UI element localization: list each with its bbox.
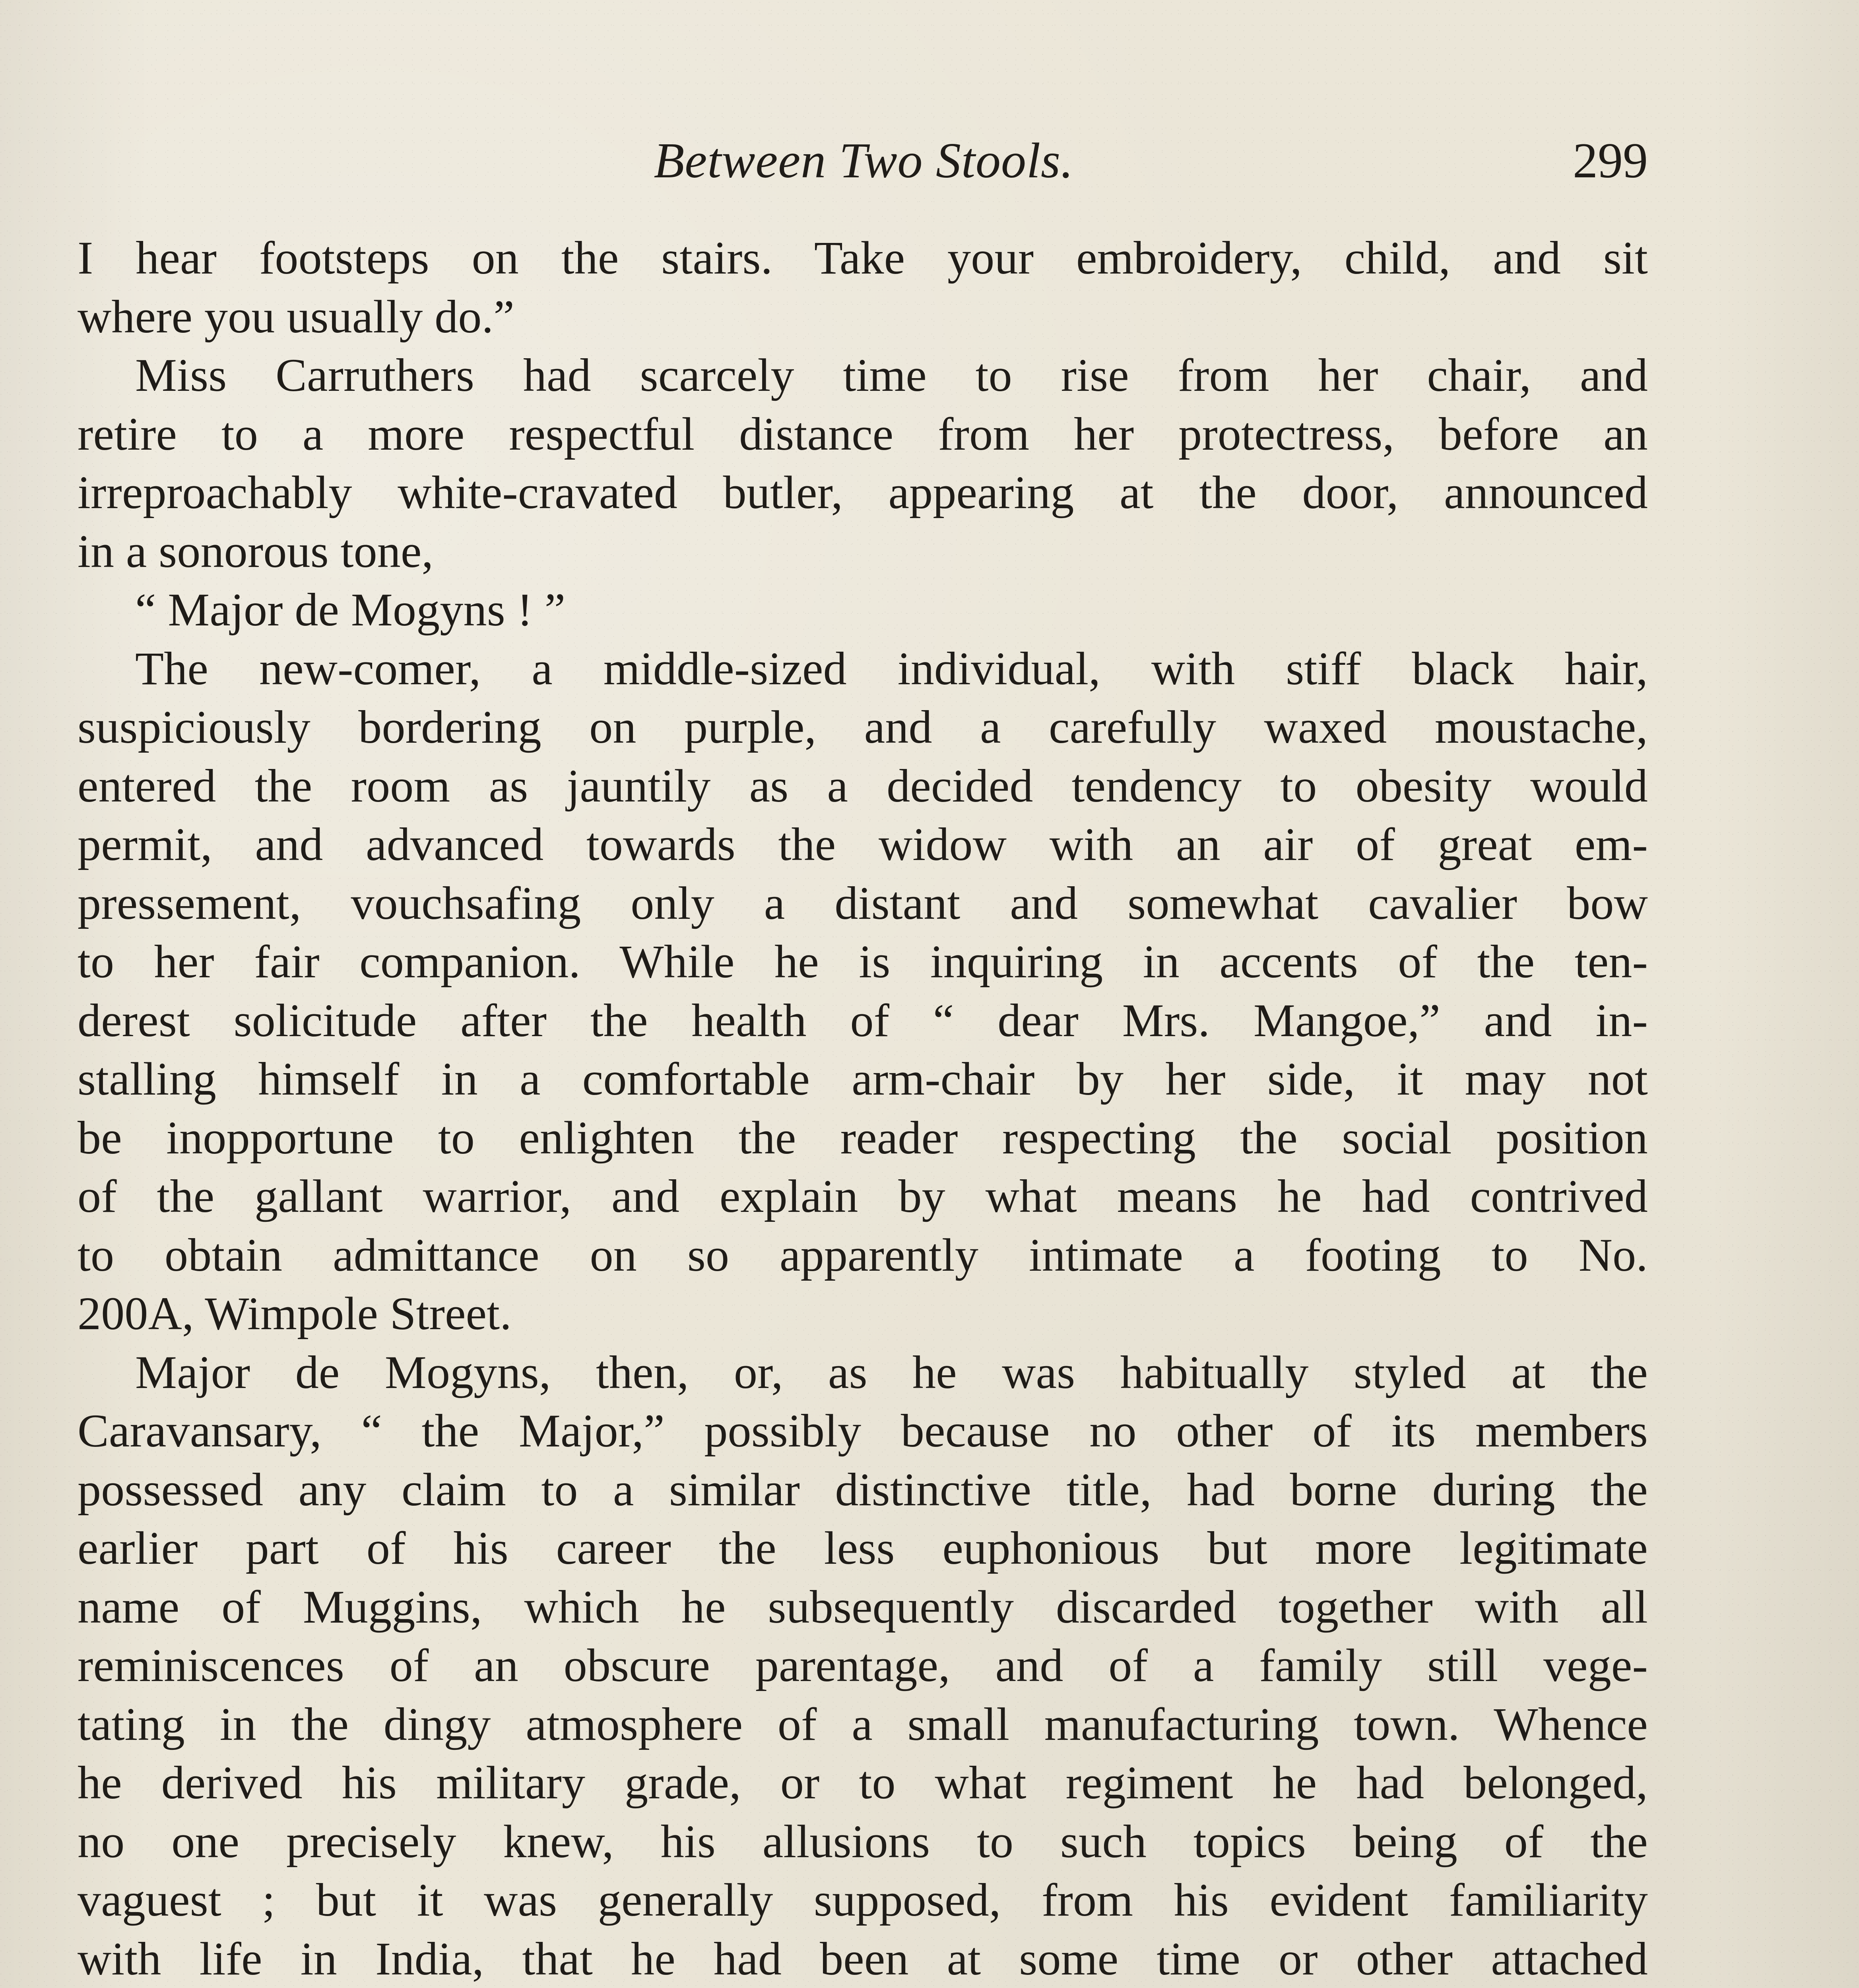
text-line: suspiciously bordering on purple, and a carefully waxed moustache, — [78, 701, 1648, 753]
text-line: to obtain admittance on so apparently intimate a footing to No. — [78, 1229, 1648, 1281]
text-line: 200A, Wimpole Street. — [78, 1287, 512, 1340]
text-line: vaguest ; but it was generally supposed, from his evident familiarity — [78, 1874, 1648, 1926]
page-header — [80, 131, 1648, 203]
text-line: reminiscences of an obscure parentage, and of a family still vege- — [78, 1639, 1648, 1691]
text-line: no one precisely knew, his allusions to such topics being of the — [78, 1815, 1648, 1868]
text-line: name of Muggins, which he subsequently discarded together with all — [78, 1580, 1648, 1633]
text-line: retire to a more respectful distance from her protectress, before an — [78, 408, 1648, 460]
text-line: derest solicitude after the health of “ dear Mrs. Mangoe,” and in- — [78, 994, 1648, 1046]
body-text — [78, 229, 1648, 1988]
text-line: The new-comer, a middle-sized individual, with stiff black hair, — [135, 642, 1648, 695]
running-title: Between Two Stools. — [654, 133, 1074, 188]
text-line: Caravansary, “ the Major,” possibly because no other of its members — [78, 1405, 1648, 1457]
text-line: earlier part of his career the less euphonious but more legitimate — [78, 1522, 1648, 1574]
text-line: Major de Mogyns, then, or, as he was habitually styled at the — [135, 1346, 1648, 1398]
text-line: of the gallant warrior, and explain by what means he had contrived — [78, 1170, 1648, 1222]
text-line: tating in the dingy atmosphere of a small manufacturing town. Whence — [78, 1698, 1648, 1750]
text-line: “ Major de Mogyns ! ” — [135, 584, 566, 636]
text-line: pressement, vouchsafing only a distant and somewhat cavalier bow — [78, 877, 1648, 929]
text-line: irreproachably white-cravated butler, appearing at the door, announced — [78, 466, 1648, 518]
text-line: possessed any claim to a similar distinctive title, had borne during the — [78, 1463, 1648, 1516]
page-number: 299 — [1573, 133, 1648, 188]
text-line: he derived his military grade, or to what regiment he had belonged, — [78, 1757, 1648, 1809]
text-line: with life in India, that he had been at some time or other attached — [78, 1932, 1648, 1985]
text-line: permit, and advanced towards the widow with an air of great em- — [78, 818, 1648, 870]
text-line: I hear footsteps on the stairs. Take your embroidery, child, and sit — [78, 232, 1648, 284]
text-line: in a sonorous tone, — [78, 525, 434, 577]
text-line: to her fair companion. While he is inquiring in accents of the ten- — [78, 936, 1648, 988]
text-line: where you usually do.” — [78, 290, 514, 343]
text-line: stalling himself in a comfortable arm-chair by her side, it may not — [78, 1053, 1648, 1105]
text-line: be inopportune to enlighten the reader respecting the social position — [78, 1111, 1648, 1164]
text-line: entered the room as jauntily as a decided tendency to obesity would — [78, 759, 1648, 812]
text-line: Miss Carruthers had scarcely time to rise from her chair, and — [135, 349, 1648, 401]
